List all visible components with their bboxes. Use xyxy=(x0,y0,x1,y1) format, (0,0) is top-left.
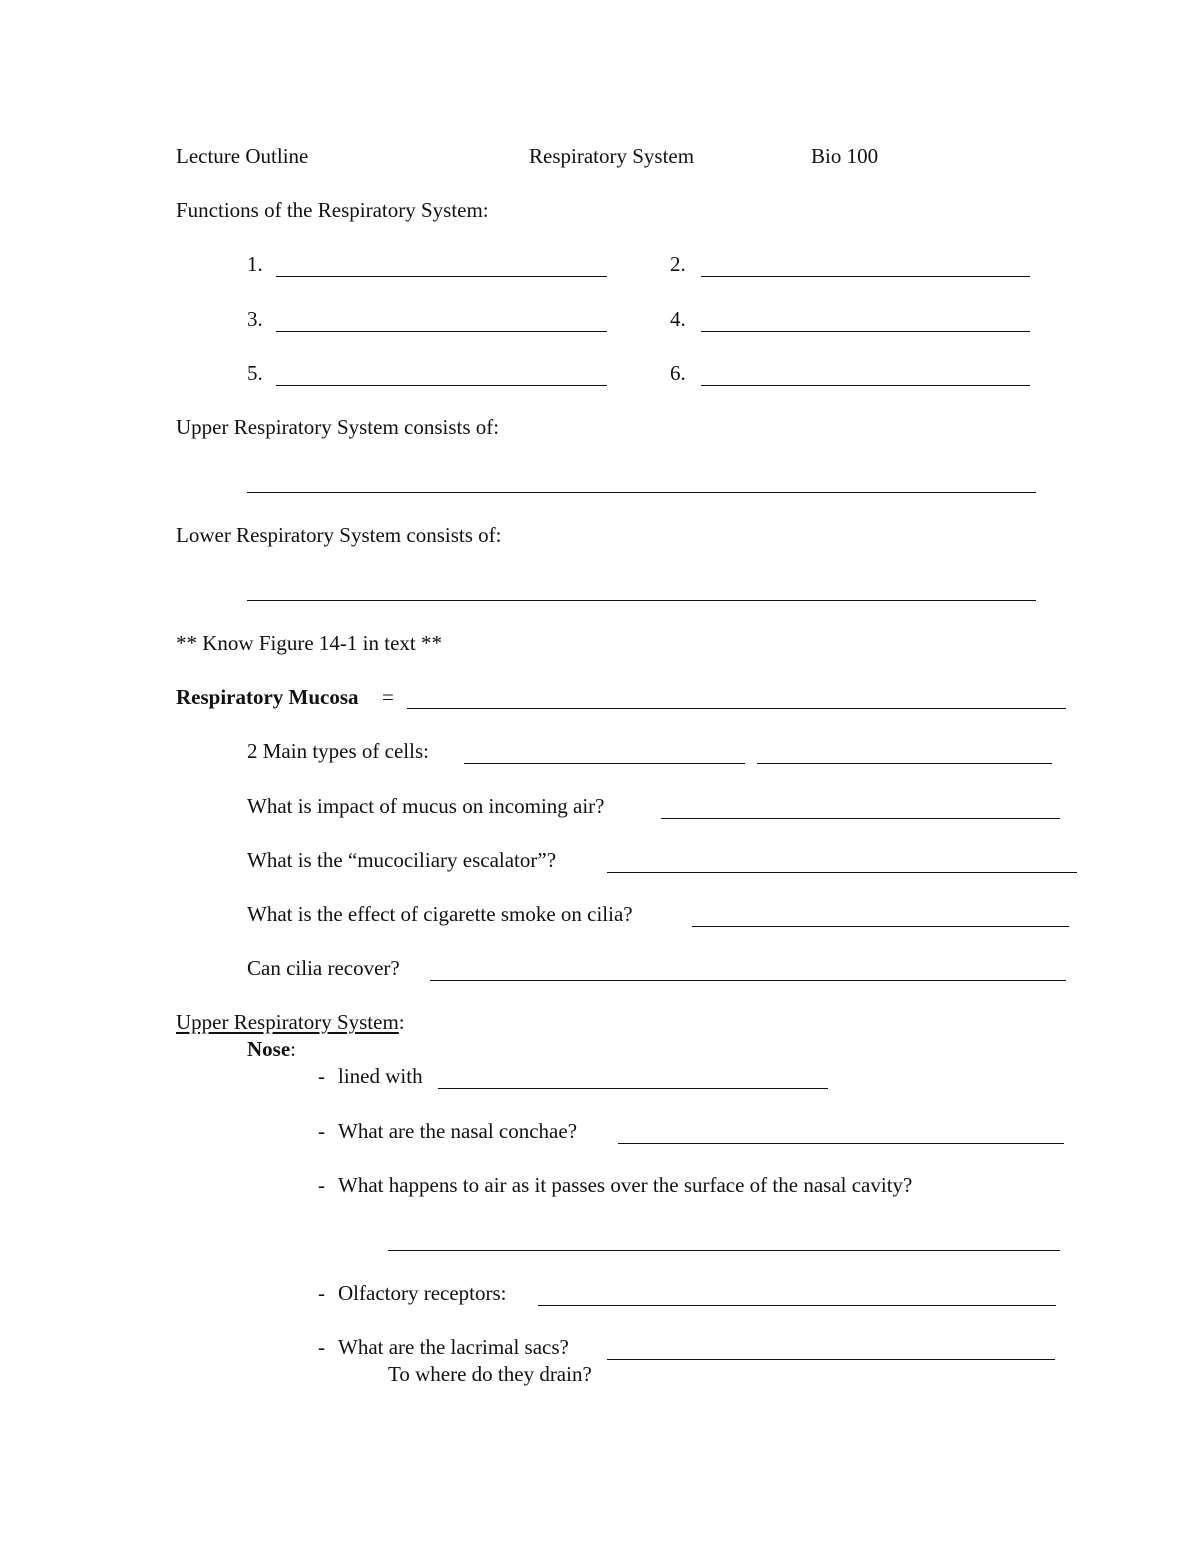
bullet-dash: - xyxy=(318,1281,325,1305)
function-number-2: 2. xyxy=(670,252,686,276)
nose-colon: : xyxy=(290,1037,297,1061)
lacrimal-sacs-blank[interactable] xyxy=(607,1359,1055,1360)
function-2-blank[interactable] xyxy=(701,276,1030,277)
function-number-6: 6. xyxy=(670,361,686,385)
respiratory-mucosa-label: Respiratory Mucosa xyxy=(176,685,359,709)
mucus-impact-blank[interactable] xyxy=(661,818,1060,819)
mucosa-equals-sign: = xyxy=(382,685,394,709)
olfactory-receptors-blank[interactable] xyxy=(538,1305,1056,1306)
upper-respiratory-heading-text: Upper Respiratory System xyxy=(176,1010,399,1034)
function-number-1: 1. xyxy=(247,252,263,276)
lacrimal-drain-question: To where do they drain? xyxy=(388,1362,592,1386)
upper-respiratory-heading xyxy=(176,1012,405,1033)
function-5-blank[interactable] xyxy=(276,385,607,386)
nasal-conchae-question: What are the nasal conchae? xyxy=(338,1119,578,1143)
function-6-blank[interactable] xyxy=(701,385,1030,386)
mucociliary-escalator-question: What is the “mucociliary escalator”? xyxy=(247,848,557,872)
mucosa-definition-blank[interactable] xyxy=(407,708,1066,709)
bullet-dash: - xyxy=(318,1119,325,1143)
function-1-blank[interactable] xyxy=(276,276,607,277)
cigarette-smoke-question: What is the effect of cigarette smoke on cilia? xyxy=(247,902,633,926)
functions-heading: Functions of the Respiratory System: xyxy=(176,198,489,222)
lined-with-question: lined with xyxy=(338,1064,423,1088)
nasal-cavity-air-question: What happens to air as it passes over the surface of the nasal cavity? xyxy=(338,1173,913,1197)
olfactory-receptors-question: Olfactory receptors: xyxy=(338,1281,507,1305)
cell-type-1-blank[interactable] xyxy=(464,763,745,764)
upper-respiratory-heading-colon: : xyxy=(398,1010,405,1034)
nasal-conchae-blank[interactable] xyxy=(618,1143,1064,1144)
lower-consists-blank[interactable] xyxy=(247,600,1036,601)
cilia-recover-question: Can cilia recover? xyxy=(247,956,400,980)
function-number-4: 4. xyxy=(670,307,686,331)
upper-consists-blank[interactable] xyxy=(247,492,1036,493)
header-topic: Respiratory System xyxy=(529,144,695,168)
upper-consists-label: Upper Respiratory System consists of: xyxy=(176,415,500,439)
function-3-blank[interactable] xyxy=(276,331,607,332)
bullet-dash: - xyxy=(318,1173,325,1197)
nose-label: Nose xyxy=(247,1037,291,1061)
cell-types-question: 2 Main types of cells: xyxy=(247,739,429,763)
lacrimal-sacs-question: What are the lacrimal sacs? xyxy=(338,1335,569,1359)
nose-heading xyxy=(247,1039,296,1060)
bullet-dash: - xyxy=(318,1064,325,1088)
mucus-impact-question: What is impact of mucus on incoming air? xyxy=(247,794,605,818)
function-number-3: 3. xyxy=(247,307,263,331)
cell-type-2-blank[interactable] xyxy=(757,763,1052,764)
lined-with-blank[interactable] xyxy=(438,1088,828,1089)
cilia-recover-blank[interactable] xyxy=(430,980,1066,981)
function-number-5: 5. xyxy=(247,361,263,385)
bullet-dash: - xyxy=(318,1335,325,1359)
nasal-cavity-air-blank[interactable] xyxy=(388,1250,1060,1251)
header-lecture-outline: Lecture Outline xyxy=(176,144,309,168)
cigarette-smoke-blank[interactable] xyxy=(692,926,1069,927)
know-figure-note: ** Know Figure 14-1 in text ** xyxy=(176,631,442,655)
function-4-blank[interactable] xyxy=(701,331,1030,332)
lower-consists-label: Lower Respiratory System consists of: xyxy=(176,523,502,547)
mucociliary-escalator-blank[interactable] xyxy=(607,872,1077,873)
header-course: Bio 100 xyxy=(811,144,879,168)
